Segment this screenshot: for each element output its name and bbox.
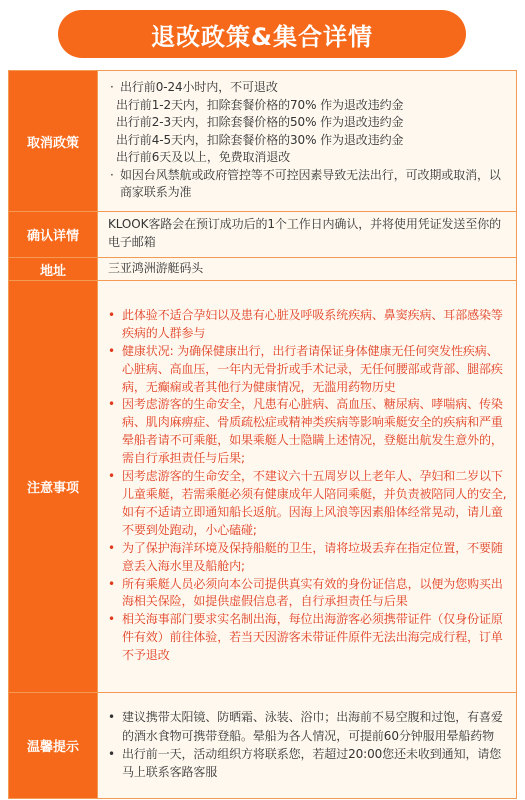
red-dot-bullet-icon: • xyxy=(108,397,115,412)
cancel-line: · 如因台风禁航或政府管控等不可控因素导致无法出行，可改期或取消，以商家联系为准 xyxy=(110,167,501,200)
address-text: 三亚鸿洲游艇码头 xyxy=(98,258,517,281)
confirm-details-row xyxy=(9,212,517,258)
page-title-banner xyxy=(58,10,466,58)
cancel-policy-row xyxy=(9,71,517,212)
red-dot-bullet-icon: • xyxy=(108,343,115,358)
notes-item: • 相关海事部门要求实名制出海，每位出海游客必须携带证件（仅身份证原件有效）前往体验，若当天因游客未带证件原件无法出海完成行程，订单不予退改 xyxy=(108,612,503,663)
policy-table xyxy=(8,70,517,799)
tips-item: • 建议携带太阳镜、防晒霜、泳装、浴巾；出海前不易空腹和过饱，有喜爱的酒水食物可携带登船。晕船为各人情况，可提前60分钟服用晕船药物 xyxy=(108,710,503,743)
tips-item: • 出行前一天，活动组织方将联系您，若超过20:00您还未收到通知，请您马上联系客路客服 xyxy=(108,747,502,780)
cancel-line: 出行前1-2天内，扣除套餐价格的70% 作为退改违约金 xyxy=(116,97,404,112)
cancel-line: 出行前6天及以上，免费取消退改 xyxy=(116,150,291,165)
notes-item: • 为了保护海洋环境及保持船艇的卫生，请将垃圾丢弃在指定位置，不要随意丢入海水里及船舱内; xyxy=(108,540,503,573)
bullet-dot-icon: · xyxy=(110,79,114,94)
address-row xyxy=(9,258,517,281)
red-dot-bullet-icon: • xyxy=(108,540,115,555)
tips-label: 温馨提示 xyxy=(9,693,98,799)
confirm-details-label: 确认详情 xyxy=(9,212,98,258)
cancel-policy-label: 取消政策 xyxy=(9,71,98,212)
red-dot-bullet-icon: • xyxy=(108,612,115,627)
notes-item: • 健康状况: 为确保健康出行，出行者请保证身体健康无任何突发性疾病、心脏病、高血压，一年内无骨折或手术记录，无任何腰部或背部、腿部疾病，无癫痫或者其他行为健康情况，无滥用药物历史 xyxy=(108,343,503,394)
notes-row xyxy=(9,281,517,693)
notes-item: • 所有乘艇人员必须向本公司提供真实有效的身份证信息，以便为您购买出海相关保险，如提供虚假信息者，自行承担责任与后果 xyxy=(108,576,503,609)
notes-item: • 此体验不适合孕妇以及患有心脏及呼吸系统疾病、鼻窦疾病、耳部感染等疾病的人群参与 xyxy=(108,307,503,340)
page-title: 退改政策&集合详情 xyxy=(151,22,373,51)
address-label: 地址 xyxy=(9,258,98,281)
tips-content xyxy=(98,693,517,799)
notes-item: • 因考虑游客的生命安全，不建议六十五周岁以上老年人、孕妇和二岁以下儿童乘艇，若需乘艇必须有健康成年人陪同乘艇，并负责被陪同人的安全,如有不适请立即通知船长返航。因海上风浪等因素船体经常晃动，请儿童不要到处跑动，小心磕碰; xyxy=(108,469,507,537)
red-dot-bullet-icon: • xyxy=(108,307,115,322)
notes-item: • 因考虑游客的生命安全，凡患有心脏病、高血压、糖尿病、哮喘病、传染病、肌肉麻痹症、骨质疏松症或精神类疾病等影响乘艇安全的疾病和严重晕船者请不可乘艇，如果乘艇人士隐瞒上述情况，登艇出航发生意外的，需自行承担责任与后果; xyxy=(108,397,503,466)
dot-bullet-icon: • xyxy=(108,747,115,761)
notes-label: 注意事项 xyxy=(9,281,98,693)
red-dot-bullet-icon: • xyxy=(108,576,115,591)
cancel-line: 出行前2-3天内，扣除套餐价格的50% 作为退改违约金 xyxy=(116,115,404,130)
cancel-line: 出行前4-5天内，扣除套餐价格的30% 作为退改违约金 xyxy=(116,132,404,147)
notes-content xyxy=(98,281,517,693)
bullet-dot-icon: · xyxy=(110,167,114,182)
dot-bullet-icon: • xyxy=(108,710,115,725)
cancel-policy-content xyxy=(98,71,517,212)
red-dot-bullet-icon: • xyxy=(108,469,115,484)
cancel-line: · 出行前0-24小时内，不可退改 xyxy=(108,79,508,97)
tips-row xyxy=(9,693,517,799)
confirm-details-text: KLOOK客路会在预订成功后的1个工作日内确认，并将使用凭证发送至你的电子邮箱 xyxy=(98,212,517,258)
